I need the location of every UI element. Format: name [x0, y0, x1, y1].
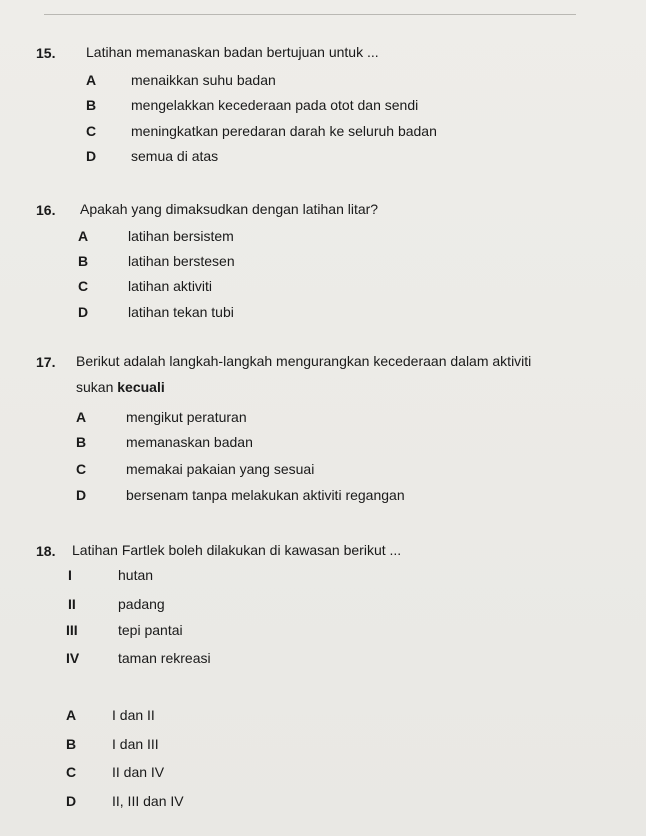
option-letter: A [78, 228, 89, 244]
option-text: meningkatkan peredaran darah ke seluruh badan [131, 123, 437, 139]
option-letter: B [76, 434, 87, 450]
option-text: II dan IV [112, 764, 165, 780]
option-text: mengikut peraturan [126, 409, 247, 425]
statement-numeral: III [66, 622, 78, 638]
question-text-keyword: kecuali [117, 379, 165, 395]
option-letter: C [86, 123, 97, 139]
option-text: mengelakkan kecederaan pada otot dan sendi [131, 97, 419, 113]
option-text: latihan berstesen [128, 253, 235, 269]
question-number: 15. [36, 45, 56, 61]
question-text-line2 [76, 375, 165, 399]
statement-numeral: I [68, 567, 72, 583]
question-text: Latihan Fartlek boleh dilakukan di kawasan berikut ... [72, 542, 402, 558]
question-number: 16. [36, 202, 56, 218]
option-letter: D [66, 793, 77, 809]
option-text: menaikkan suhu badan [131, 72, 276, 88]
option-text: I dan II [112, 707, 155, 723]
option-letter: A [86, 72, 97, 88]
option-text: latihan bersistem [128, 228, 234, 244]
statement-text: taman rekreasi [118, 650, 211, 666]
option-text: semua di atas [131, 148, 219, 164]
option-text: latihan tekan tubi [128, 304, 234, 320]
question-number: 18. [36, 543, 56, 559]
question-text-plain: sukan [76, 379, 118, 395]
statement-numeral: IV [66, 650, 80, 666]
option-letter: C [66, 764, 77, 780]
option-text: bersenam tanpa melakukan aktiviti regangan [126, 487, 405, 503]
option-text: latihan aktiviti [128, 278, 213, 294]
option-letter: A [66, 707, 77, 723]
option-text: memanaskan badan [126, 434, 253, 450]
option-letter: C [76, 461, 87, 477]
question-text-line1: Berikut adalah langkah-langkah mengurangkan kecederaan dalam aktiviti [76, 353, 532, 369]
question-number: 17. [36, 354, 56, 370]
top-divider [44, 14, 576, 15]
option-letter: C [78, 278, 89, 294]
option-text: II, III dan IV [112, 793, 184, 809]
option-letter: D [76, 487, 87, 503]
option-letter: B [86, 97, 97, 113]
statement-numeral: II [68, 596, 76, 612]
option-letter: D [86, 148, 97, 164]
question-text: Latihan memanaskan badan bertujuan untuk ... [86, 44, 379, 60]
option-text: memakai pakaian yang sesuai [126, 461, 315, 477]
option-text: I dan III [112, 736, 159, 752]
option-letter: B [66, 736, 77, 752]
option-letter: B [78, 253, 89, 269]
option-letter: A [76, 409, 87, 425]
question-text: Apakah yang dimaksudkan dengan latihan litar? [80, 201, 379, 217]
statement-text: tepi pantai [118, 622, 183, 638]
statement-text: padang [118, 596, 165, 612]
statement-text: hutan [118, 567, 154, 583]
option-letter: D [78, 304, 89, 320]
